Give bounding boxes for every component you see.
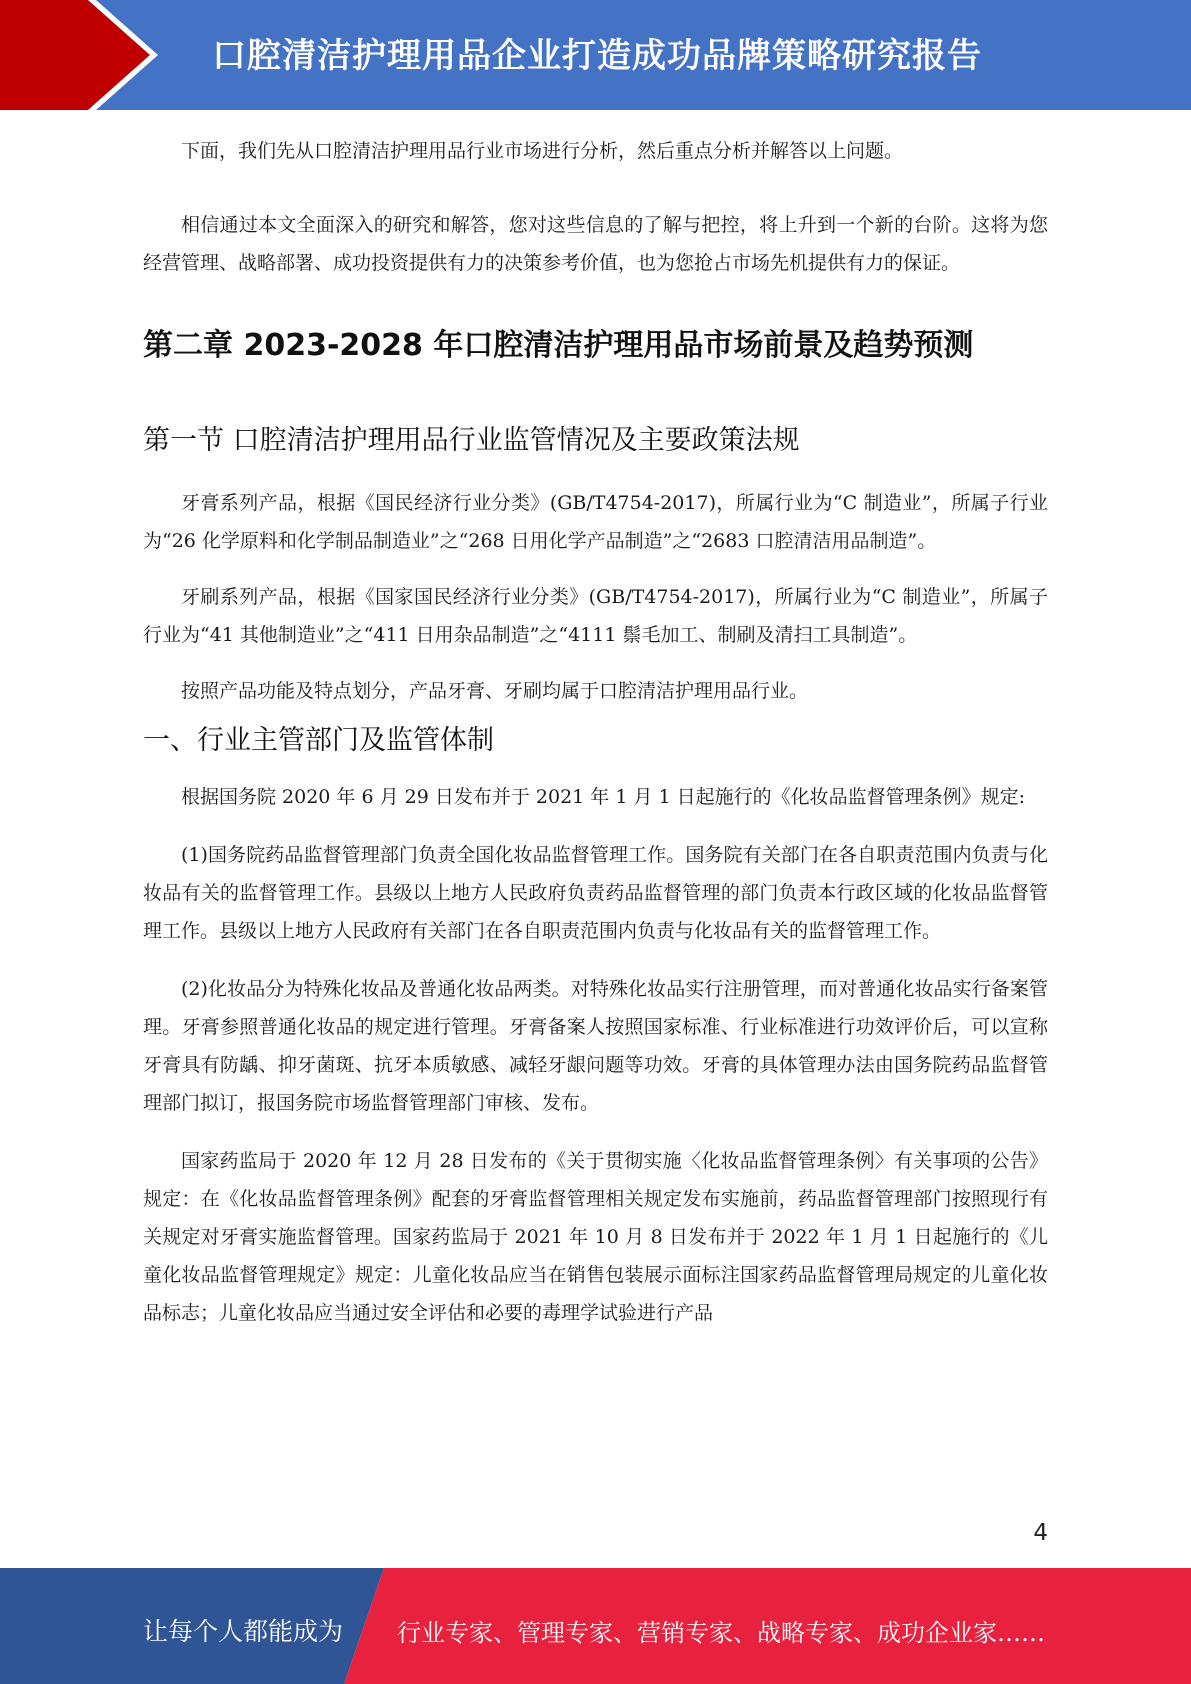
page-footer [0,1568,1191,1684]
document-body [143,132,1048,1332]
section-heading: 第一节 口腔清洁护理用品行业监管情况及主要政策法规 [143,425,800,456]
body-paragraph-3: 按照产品功能及特点划分，产品牙膏、牙刷均属于口腔清洁护理用品行业。 [181,680,809,702]
footer-slogan-right: 行业专家、管理专家、营销专家、战略专家、成功企业家…… [397,1619,1045,1647]
intro-paragraph-1: 下面，我们先从口腔清洁护理用品行业市场进行分析，然后重点分析并解答以上问题。 [181,140,904,162]
body-paragraph-2: 牙刷系列产品，根据《国家国民经济行业分类》(GB/T4754-2017)，所属行业为“C 制造业”，所属子行业为“41 其他制造业”之“411 日用杂品制造”之“4111 鬃毛加工、制刷及清扫工具制造”。 [143,586,1048,646]
report-title: 口腔清洁护理用品企业打造成功品牌策略研究报告 [212,36,982,76]
regulation-paragraph-1: 根据国务院 2020 年 6 月 29 日发布并于 2021 年 1 月 1 日起施行的《化妆品监督管理条例》规定: [181,786,1026,808]
regulation-paragraph-2: (1)国务院药品监督管理部门负责全国化妆品监督管理工作。国务院有关部门在各自职责范围内负责与化妆品有关的监督管理工作。县级以上地方人民政府负责药品监督管理的部门负责本行政区域的化妆品监督管理工作。县级以上地方人民政府有关部门在各自职责范围内负责与化妆品有关的监督管理工作。 [143,844,1048,942]
page-header [0,0,1191,110]
regulation-paragraph-3: (2)化妆品分为特殊化妆品及普通化妆品两类。对特殊化妆品实行注册管理，而对普通化妆品实行备案管理。牙膏参照普通化妆品的规定进行管理。牙膏备案人按照国家标准、行业标准进行功效评价后，可以宣称牙膏具有防龋、抑牙菌斑、抗牙本质敏感、减轻牙龈问题等功效。牙膏的具体管理办法由国务院药品监督管理部门拟订，报国务院市场监督管理部门审核、发布。 [143,978,1048,1114]
regulation-paragraph-4: 国家药监局于 2020 年 12 月 28 日发布的《关于贯彻实施〈化妆品监督管理条例〉有关事项的公告》规定：在《化妆品监督管理条例》配套的牙膏监督管理相关规定发布实施前，药品监督管理部门按照现行有关规定对牙膏实施监督管理。国家药监局于 2021 年 10 月 8 日发布并于 2022 年 1 月 1 日起施行的《儿童化妆品监督管理规定》规定：儿童化妆品应当在销售包装展示面标注国家药品监督管理局规定的儿童化妆品标志；儿童化妆品应当通过安全评估和必要的毒理学试验进行产品 [143,1150,1048,1324]
chapter-heading: 第二章 2023-2028 年口腔清洁护理用品市场前景及趋势预测 [143,328,974,363]
body-paragraph-1: 牙膏系列产品，根据《国民经济行业分类》(GB/T4754-2017)，所属行业为“C 制造业”，所属子行业为“26 化学原料和化学制品制造业”之“268 日用化学产品制造”之“2683 口腔清洁用品制造”。 [143,492,1048,552]
intro-paragraph-2: 相信通过本文全面深入的研究和解答，您对这些信息的了解与把控，将上升到一个新的台阶。这将为您经营管理、战略部署、成功投资提供有力的决策参考价值，也为您抢占市场先机提供有力的保证。 [143,214,1048,274]
page-number: 4 [1033,1520,1048,1546]
footer-slogan-left: 让每个人都能成为 [143,1617,344,1646]
subsection-heading: 一、行业主管部门及监管体制 [143,725,494,756]
